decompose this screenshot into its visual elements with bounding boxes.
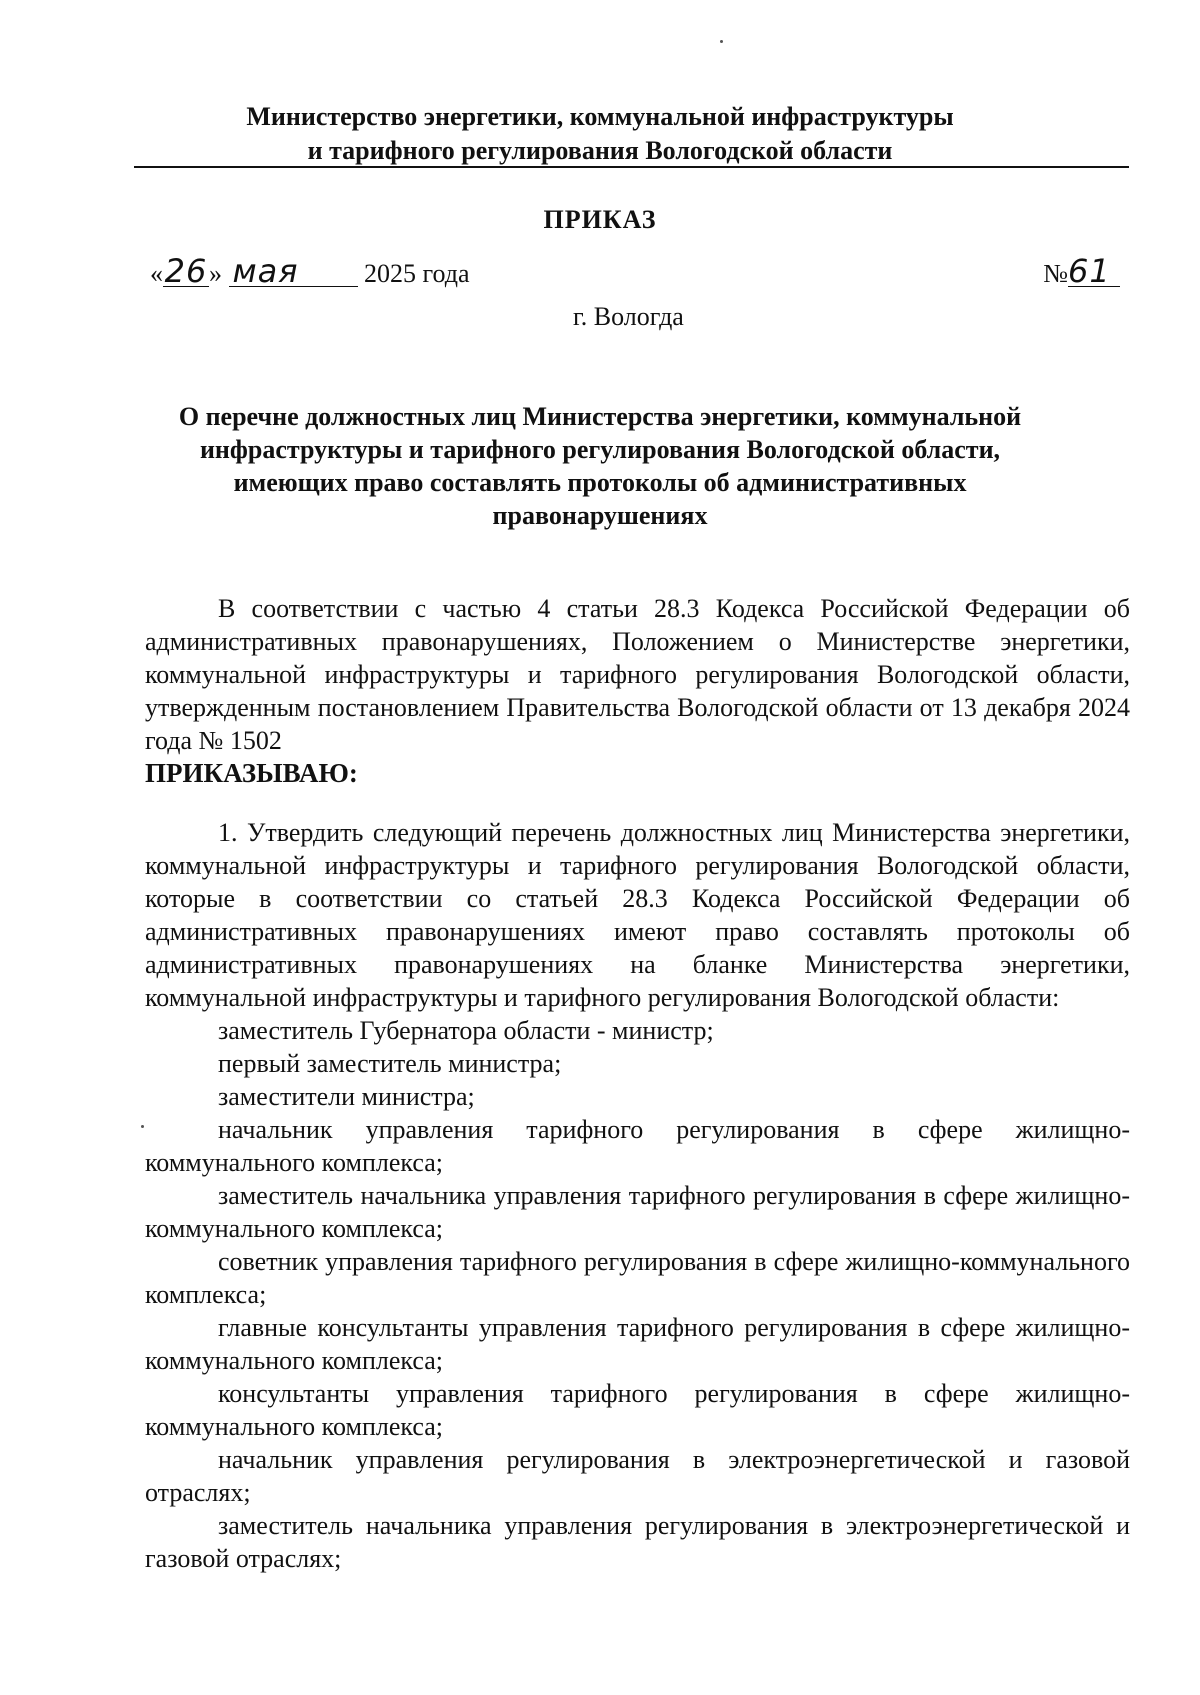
date-open-quote: «: [150, 259, 163, 288]
subject-line-4: правонарушениях: [492, 501, 708, 530]
order-subject: [130, 400, 1070, 532]
number-value: 61: [1068, 256, 1120, 287]
position-item: советник управления тарифного регулирования в сфере жилищно-коммунального комплекса;: [145, 1247, 1130, 1309]
organization-line-1: Министерство энергетики, коммунальной инфраструктуры: [246, 102, 954, 131]
position-item: главные консультанты управления тарифного регулирования в сфере жилищно-коммунального комплекса;: [145, 1313, 1130, 1375]
order-body: [145, 592, 1130, 1575]
decree-word: ПРИКАЗЫВАЮ:: [145, 758, 358, 788]
organization-line-2: и тарифного регулирования Вологодской области: [307, 136, 893, 165]
position-item: заместитель начальника управления регулирования в электроэнергетической и газовой отраслях;: [145, 1511, 1130, 1573]
date-close-quote: »: [209, 259, 222, 288]
date-month: мая: [229, 256, 358, 287]
position-item: заместители министра;: [218, 1082, 475, 1111]
subject-line-3: имеющих право составлять протоколы об административных: [233, 468, 967, 497]
date-year: 2025 года: [364, 259, 470, 288]
position-item: первый заместитель министра;: [218, 1049, 562, 1078]
order-number: [1043, 252, 1120, 292]
number-label: №: [1043, 259, 1068, 288]
order-title: ПРИКАЗ: [543, 205, 657, 234]
order-city: г. Вологда: [573, 302, 684, 331]
scan-speck: [720, 40, 723, 43]
preamble-paragraph: В соответствии с частью 4 статьи 28.3 Кодекса Российской Федерации об административных правонарушениях, Положением о Министерстве энергетики, коммунальной инфраструктуры и тарифного регулирования Вологодской области, утвержденным постановлением Правительства Вологодской области от 13 декабря 2024 года № 1502: [145, 594, 1130, 755]
position-item: заместитель начальника управления тарифного регулирования в сфере жилищно-коммунального комплекса;: [145, 1181, 1130, 1243]
position-item: начальник управления тарифного регулирования в сфере жилищно-коммунального комплекса;: [145, 1115, 1130, 1177]
organization-header: [0, 100, 1200, 168]
item-1-paragraph: 1. Утвердить следующий перечень должностных лиц Министерства энергетики, коммунальной инфраструктуры и тарифного регулирования Вологодской области, которые в соответствии со статьей 28.3 Кодекса Российской Федерации об административных правонарушениях имеют право составлять протоколы об административных правонарушениях на бланке Министерства энергетики, коммунальной инфраструктуры и тарифного регулирования Вологодской области:: [145, 818, 1130, 1012]
date-day: 26: [164, 252, 208, 290]
order-date: [150, 252, 470, 292]
header-divider: [134, 166, 1129, 168]
position-item: консультанты управления тарифного регулирования в сфере жилищно-коммунального комплекса;: [145, 1379, 1130, 1441]
position-item: начальник управления регулирования в электроэнергетической и газовой отраслях;: [145, 1445, 1130, 1507]
subject-line-1: О перечне должностных лиц Министерства энергетики, коммунальной: [178, 402, 1022, 431]
position-item: заместитель Губернатора области - министр;: [218, 1016, 714, 1045]
subject-line-2: инфраструктуры и тарифного регулирования Вологодской области,: [199, 435, 1001, 464]
scan-speck: [141, 1125, 144, 1128]
